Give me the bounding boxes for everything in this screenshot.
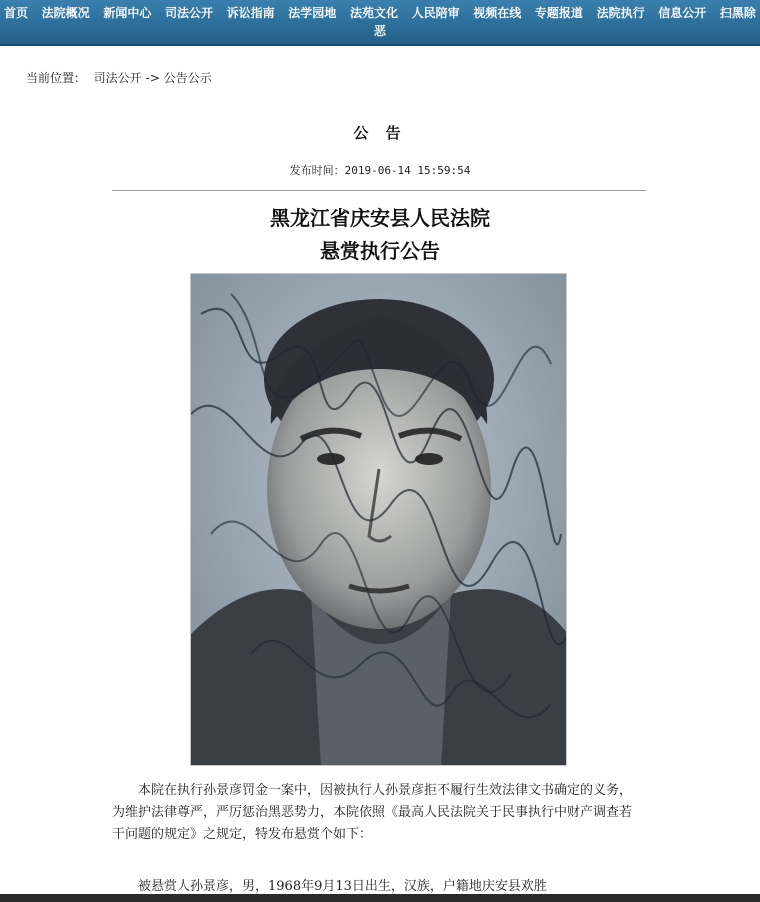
announcement-paragraph: 本院在执行孙景彦罚金一案中，因被执行人孙景彦拒不履行生效法律文书确定的义务，为维护法律尊严，严厉惩治黑恶势力，本院依照《最高人民法院关于民事执行中财产调查若干问题的规定》之规定，特发布悬赏个如下：	[112, 783, 633, 842]
nav-item-anti-gang[interactable]: 扫黑除	[719, 6, 756, 20]
publish-time-label: 发布时间：	[289, 164, 345, 177]
breadcrumb-label: 当前位置：	[26, 71, 87, 85]
divider	[112, 190, 646, 191]
breadcrumb-link-judicial-openness[interactable]: 司法公开	[93, 71, 142, 85]
window-bottom-bar	[0, 894, 760, 902]
wanted-person-photo	[190, 273, 567, 766]
breadcrumb-link-announcements[interactable]: 公告公示	[163, 71, 212, 85]
nav-item-court-culture[interactable]: 法苑文化	[349, 6, 398, 20]
nav-item-special-reports[interactable]: 专题报道	[534, 6, 583, 20]
nav-menu	[2, 4, 758, 40]
page-title: 公 告	[353, 124, 407, 142]
nav-item-court-overview[interactable]: 法院概况	[41, 6, 90, 20]
nav-item-home[interactable]: 首页	[4, 6, 29, 20]
nav-item-law-garden[interactable]: 法学园地	[288, 6, 337, 20]
nav-item-people-jury[interactable]: 人民陪审	[411, 6, 460, 20]
nav-item-litigation-guide[interactable]: 诉讼指南	[226, 6, 275, 20]
announcement-heading: 悬赏执行公告	[320, 239, 440, 263]
breadcrumb-separator: ->	[145, 71, 160, 85]
nav-item-anti-gang-overflow[interactable]: 恶	[373, 24, 386, 38]
photo-image	[191, 274, 567, 766]
nav-item-news-center[interactable]: 新闻中心	[103, 6, 152, 20]
publish-time	[0, 162, 760, 178]
court-name-heading: 黑龙江省庆安县人民法院	[270, 206, 490, 230]
nav-item-judicial-openness[interactable]: 司法公开	[164, 6, 213, 20]
top-navigation-bar	[0, 0, 760, 46]
announcement-paragraph-2: 被悬赏人孙景彦，男，1968年9月13日出生，汉族，户籍地庆安县欢胜	[138, 879, 547, 894]
nav-item-court-enforcement[interactable]: 法院执行	[596, 6, 645, 20]
nav-item-info-disclosure[interactable]: 信息公开	[658, 6, 707, 20]
publish-time-value: 2019-06-14 15:59:54	[344, 164, 471, 177]
breadcrumb	[26, 69, 212, 86]
nav-item-video-online[interactable]: 视频在线	[473, 6, 522, 20]
